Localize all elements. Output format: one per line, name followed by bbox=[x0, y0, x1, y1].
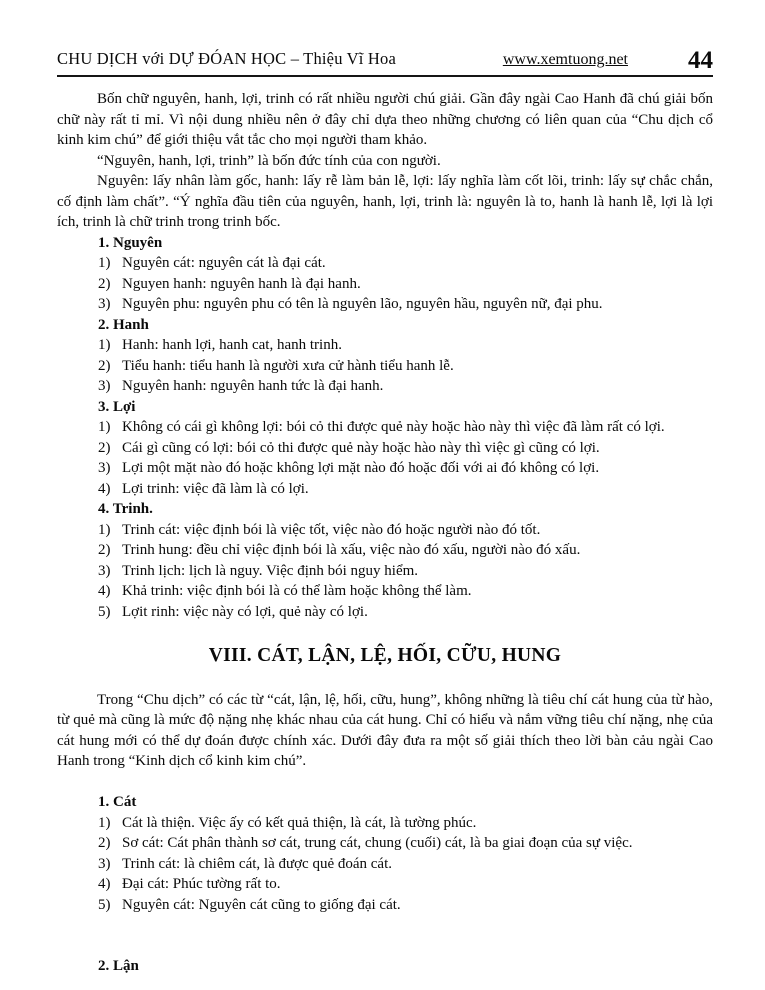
list-item-number: 2) bbox=[98, 542, 111, 558]
list-item-text: Trinh cát: việc định bói là việc tốt, việc nào đó hoặc người nào đó tốt. bbox=[122, 521, 541, 538]
sub-heading: 1. Cát bbox=[98, 794, 137, 810]
list-item-text: Nguyen hanh: nguyên hanh là đại hanh. bbox=[122, 275, 361, 292]
list-item-text: Cát là thiện. Việc ấy có kết quả thiện, là cát, là tường phúc. bbox=[122, 814, 477, 831]
list-item bbox=[98, 417, 713, 438]
list-item-text: Trinh lịch: lịch là nguy. Việc định bói nguy hiểm. bbox=[122, 562, 419, 579]
list-item bbox=[98, 602, 713, 623]
page-header bbox=[57, 44, 713, 74]
list-item-number: 1) bbox=[98, 337, 111, 353]
paragraph: Nguyên: lấy nhân làm gốc, hanh: lấy rễ làm bản lễ, lợi: lấy nghĩa làm cốt lõi, trinh: lấy sự chắc chắn, cố định làm chất”. “Ý nghĩa đầu tiên của nguyên, hanh, lợi, trinh là: nguyên là to, hanh là hanh lễ, lợi là lợi ích, trinh là chữ trinh trong trinh bốc. bbox=[57, 173, 713, 230]
list-item bbox=[98, 540, 713, 561]
list-item-text: Nguyên phu: nguyên phu có tên là nguyên lão, nguyên hầu, nguyên nữ, đại phu. bbox=[122, 296, 603, 312]
sub-heading: 4. Trinh. bbox=[98, 501, 153, 517]
list-item-text: Lợi trinh: việc đã làm là có lợi. bbox=[122, 480, 309, 497]
sub-heading: 3. Lợi bbox=[98, 398, 136, 415]
list-item-number: 1) bbox=[98, 255, 111, 271]
list-item bbox=[98, 274, 713, 295]
page-body bbox=[57, 77, 713, 977]
book-title: CHU DỊCH với DỰ ĐÓAN HỌC – Thiệu Vĩ Hoa bbox=[57, 49, 397, 68]
paragraph: Bốn chữ nguyên, hanh, lợi, trinh có rất nhiều người chú giải. Gần đây ngài Cao Hanh đã chú giải bốn chữ này rất tỉ mỉ. Vì nội dung nhiều nên ở đây chỉ dựa theo những chương có liên quan của “Chu dịch cổ kinh kim chú” để giới thiệu vắt tắc cho mọi người tham khảo. bbox=[57, 91, 713, 148]
list-item bbox=[98, 854, 713, 875]
list-item-text: Nguyên cát: Nguyên cát cũng to giống đại cát. bbox=[122, 896, 401, 913]
list-item-text: Lợi một mặt nào đó hoặc không lợi mặt nào đó hoặc đối với ai đó không có lợi. bbox=[122, 460, 600, 476]
sub-heading: 2. Lận bbox=[98, 958, 139, 974]
sub-heading: 2. Hanh bbox=[98, 316, 149, 333]
list-item-number: 4) bbox=[98, 480, 111, 497]
list-item-number: 1) bbox=[98, 814, 111, 831]
list-item-text: Đại cát: Phúc tường rất to. bbox=[122, 876, 281, 892]
list-item-number: 2) bbox=[98, 835, 111, 851]
list-item-text: Trinh cát: là chiêm cát, là được quẻ đoán cát. bbox=[122, 855, 392, 872]
list-item-number: 5) bbox=[98, 603, 111, 620]
list-item bbox=[98, 479, 713, 500]
list-item-text: Trinh hung: đều chỉ việc định bói là xấu, việc nào đó xấu, người nào đó xấu. bbox=[122, 542, 581, 558]
section-title: VIII. CÁT, LẬN, LỆ, HỐI, CỮU, HUNG bbox=[208, 645, 562, 666]
paragraph: Trong “Chu dịch” có các từ “cát, lận, lệ, hối, cữu, hung”, không những là tiêu chí cát hung của từ hào, từ quẻ mà cũng là mức độ nặng nhẹ khác nhau của cát hung. Chỉ có hiểu và nắm vững tiêu chí nặng, nhẹ của cát hung mới có thể dự đoán được chính xác. Dưới đây đưa ra một số giải thích theo lời bàn cảu ngài Cao Hanh trong “Kinh dịch cổ kinh kim chú”. bbox=[57, 691, 713, 769]
list-item-number: 1) bbox=[98, 419, 111, 435]
list-item bbox=[98, 813, 713, 834]
list-item-number: 5) bbox=[98, 896, 111, 913]
list-item-number: 3) bbox=[98, 378, 111, 394]
list-item bbox=[98, 335, 713, 356]
website-link[interactable]: www.xemtuong.net bbox=[502, 51, 628, 68]
list-item bbox=[98, 581, 713, 602]
list-item-text: Hanh: hanh lợi, hanh cat, hanh trinh. bbox=[122, 337, 342, 353]
list-item-number: 4) bbox=[98, 876, 111, 892]
list-item-text: Khả trinh: việc định bói là có thể làm hoặc không thể làm. bbox=[122, 583, 472, 599]
list-item-text: Nguyên cát: nguyên cát là đại cát. bbox=[122, 255, 326, 271]
list-item-text: Sơ cát: Cát phân thành sơ cát, trung cát, chung (cuối) cát, là ba giai đoạn của sự việc. bbox=[122, 835, 633, 851]
list-item-number: 4) bbox=[98, 583, 111, 599]
list-item-text: Nguyên hanh: nguyên hanh tức là đại hanh. bbox=[122, 378, 384, 394]
list-item bbox=[98, 458, 713, 479]
list-item bbox=[98, 294, 713, 315]
list-item bbox=[98, 561, 713, 582]
sub-heading: 1. Nguyên bbox=[98, 234, 163, 251]
list-item bbox=[98, 895, 713, 916]
list-item bbox=[98, 356, 713, 377]
list-item-number: 3) bbox=[98, 460, 111, 476]
list-item bbox=[98, 376, 713, 397]
list-item bbox=[98, 438, 713, 459]
list-item bbox=[98, 874, 713, 895]
list-item bbox=[98, 520, 713, 541]
list-item-number: 3) bbox=[98, 562, 111, 579]
list-item-text: Lợit rinh: việc này có lợi, quẻ này có lợi. bbox=[122, 603, 368, 620]
list-item-number: 2) bbox=[98, 275, 111, 292]
list-item bbox=[98, 253, 713, 274]
paragraph: “Nguyên, hanh, lợi, trinh” là bốn đức tính của con người. bbox=[97, 152, 441, 169]
list-item-number: 3) bbox=[98, 855, 111, 872]
list-item-text: Cái gì cũng có lợi: bói cỏ thi được quẻ này hoặc hào này thì việc gì cũng có lợi. bbox=[122, 439, 600, 456]
list-item-text: Tiểu hanh: tiểu hanh là người xưa cử hành tiểu hanh lễ. bbox=[122, 357, 454, 374]
page-number: 44 bbox=[688, 47, 713, 74]
list-item bbox=[98, 833, 713, 854]
list-item-number: 2) bbox=[98, 357, 111, 374]
list-item-text: Không có cái gì không lợi: bói cỏ thi được quẻ này hoặc hào này thì việc đã làm rất có lợi. bbox=[122, 419, 665, 435]
list-item-number: 2) bbox=[98, 439, 111, 456]
list-item-number: 3) bbox=[98, 296, 111, 312]
list-item-number: 1) bbox=[98, 521, 111, 538]
